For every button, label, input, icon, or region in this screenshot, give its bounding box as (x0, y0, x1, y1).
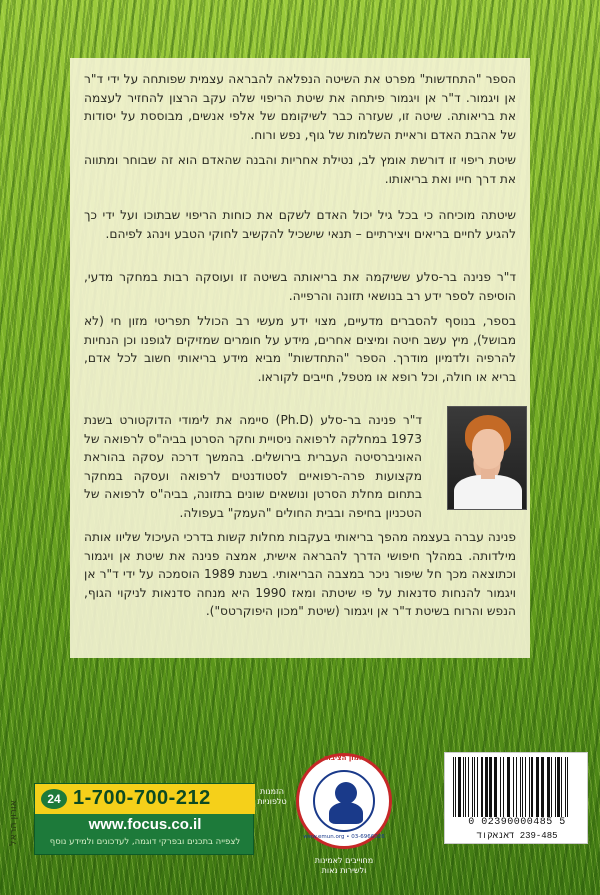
paragraph-coauthor: ד"ר פנינה בר-סלע ששיקמה את בריאותה בשיטה זו ועוסקה רבות במחקר מדעי, הוסיפה לספר ידע רב בנושאי תזונה והרפייה. (84, 270, 516, 303)
barcode-bar (500, 757, 501, 817)
author-face (472, 429, 504, 469)
barcode-bar (503, 757, 504, 817)
author-portrait-photo (447, 406, 527, 510)
person-silhouette-icon (335, 782, 357, 804)
barcode-bar (565, 757, 566, 817)
barcode-bar (561, 757, 562, 817)
barcode-bar (513, 757, 514, 817)
seal-inner-circle (313, 770, 375, 832)
paragraph-author-bio: ד"ר פנינה בר-סלע (Ph.D) סיימה את לימודי הדוקטורט בשנת 1973 במחלקה לרפואה ניסויית וחקר הסרטן בביה"ס לרפואה של האוניברסיטה העברית בירושלים. בהמשך דרכה עסקה בהוראת מקצועות פרה-רפואיים לסטודנטים לרפואה ועסקה במחקר בתחום מחלת הסרטן ונושאים שונים בתזונה, בביה"ס לרפואה של הטכניון בחיפה ובבית החולים "העמק" בעפולה. (84, 413, 422, 520)
barcode-bar (516, 757, 517, 817)
hours-24-badge: 24 (41, 789, 67, 809)
barcode-bar (567, 757, 568, 817)
barcode-bar (536, 757, 539, 817)
person-body-icon (329, 802, 363, 824)
paragraph-contents: בספר, בנוסף להסברים מדעיים, מצוי ידע מעשי רב הכולל תפריטי מזון חי (לא מבושל), מיץ עשב חיטה ומיצים אחרים, מידע על חומרים שמזיקים לגופנו וכן הנחיות להרפיה ולדמיון מודרך. הספר "התחדשות" מביא מידע בריאותי חשוב לכל אדם, בריא או חולה, וכל רופא או מטפל, חייבים לקוראו. (84, 314, 516, 384)
seal-caption (296, 856, 392, 876)
barcode-bar (547, 757, 550, 817)
barcode-bar (525, 757, 526, 817)
barcode-bar (522, 757, 523, 817)
barcode-bar (468, 757, 469, 817)
seal-ring-text: אמון הציבור (324, 754, 364, 762)
ad-phone-number: 1-700-700-212 (73, 787, 211, 809)
barcode-bar (474, 757, 475, 817)
barcode-bar (555, 757, 556, 817)
focus-ad-box (34, 783, 254, 855)
seal-caption-line1: מחוייבים לאמינות (314, 856, 374, 865)
barcode-bar (494, 757, 497, 817)
barcode-box (444, 752, 588, 844)
paragraph-courage: שיטת ריפוי זו דורשת אומץ לב, נטילת אחריות והבנה שהאדם הוא זה שבוחר ומתווה את דרך חייו ואת בריאותו. (84, 153, 516, 186)
barcode-bars (451, 757, 583, 817)
ad-order-label: הזמנות טלפוניות (257, 787, 287, 806)
barcode-bar (557, 757, 560, 817)
publisher-side-text: אורון הראל (8, 800, 19, 846)
paragraph-author-story: פנינה עברה בעצמה מהפך בריאותי בעקבות מחלות קשות בדרכי העיכול שליוו אותה מילדותה. במהלך חיפושי הדרך להבראה אישית, אמצה פנינה את שיטת אן ויגמור וכתוצאה מכך חל שיפור ניכר במצבה הבריאותי. בשנת 1989 הוסמכה על ידי ד"ר אן ויגמור להנחות סדנאות על פי שיטתה ומאז 1990 היא מנחה סדנאות לניקוי הגוף, הנפש והרוח בשיטת ד"ר אן ויגמור (שיטת "מכון היפוקרטס"). (84, 530, 516, 619)
paragraph-method: שיטתה מוכיחה כי בכל גיל יכול האדם לשקם את כוחות הריפוי שבתוכו ועל ידי כך להגיע לחיים בריאים ויצירתיים – תנאי שישכיל להקשיב לחוקי הטבע וינהג לפיהם. (84, 208, 516, 241)
barcode-bar (551, 757, 552, 817)
paragraph-intro: הספר "התחדשות" מפרט את השיטה הנפלאה להבראה עצמית שפותחה על ידי ד"ר אן ויגמור. ד"ר אן ויגמור פיתחה את שיטת הריפוי שלה עקב הרצון להחזיר לעצמה את בריאותה. שיטה זו, שעזרה כבר לשיקומם של אלפי אנשים, מבוססת על יסודות של אהבת האדם וראיית השלמות של גוף, נפש ורוח. (84, 72, 516, 142)
barcode-bar (529, 757, 530, 817)
ad-phone-strip (35, 784, 255, 814)
barcode-bar (458, 757, 461, 817)
barcode-catalog: 239-485 דאנאקוד (476, 831, 558, 841)
barcode-bar (481, 757, 483, 817)
barcode-bar (531, 757, 533, 817)
barcode-bar (477, 757, 478, 817)
barcode-bar (453, 757, 454, 817)
ad-tagline: לצפייה בתכנים ובפרקי דוגמה, לעדכונים ולמידע נוסף (49, 837, 241, 847)
barcode-bar (465, 757, 466, 817)
barcode-bar (489, 757, 492, 817)
ad-website-url: www.focus.co.il (88, 816, 202, 833)
barcode-bar (455, 757, 456, 817)
barcode-bar (541, 757, 544, 817)
barcode-number: 0 02390000485 5 (468, 817, 566, 828)
author-body (454, 475, 522, 510)
seal-url-text: www.emun.org • 03-6966026 (303, 834, 385, 840)
public-trust-seal (296, 753, 392, 849)
barcode-bar (507, 757, 510, 817)
barcode-bar (463, 757, 464, 817)
barcode-bar (485, 757, 488, 817)
barcode-bar (472, 757, 473, 817)
seal-caption-line2: ולשירות נאות (321, 866, 367, 875)
barcode-bar (520, 757, 521, 817)
